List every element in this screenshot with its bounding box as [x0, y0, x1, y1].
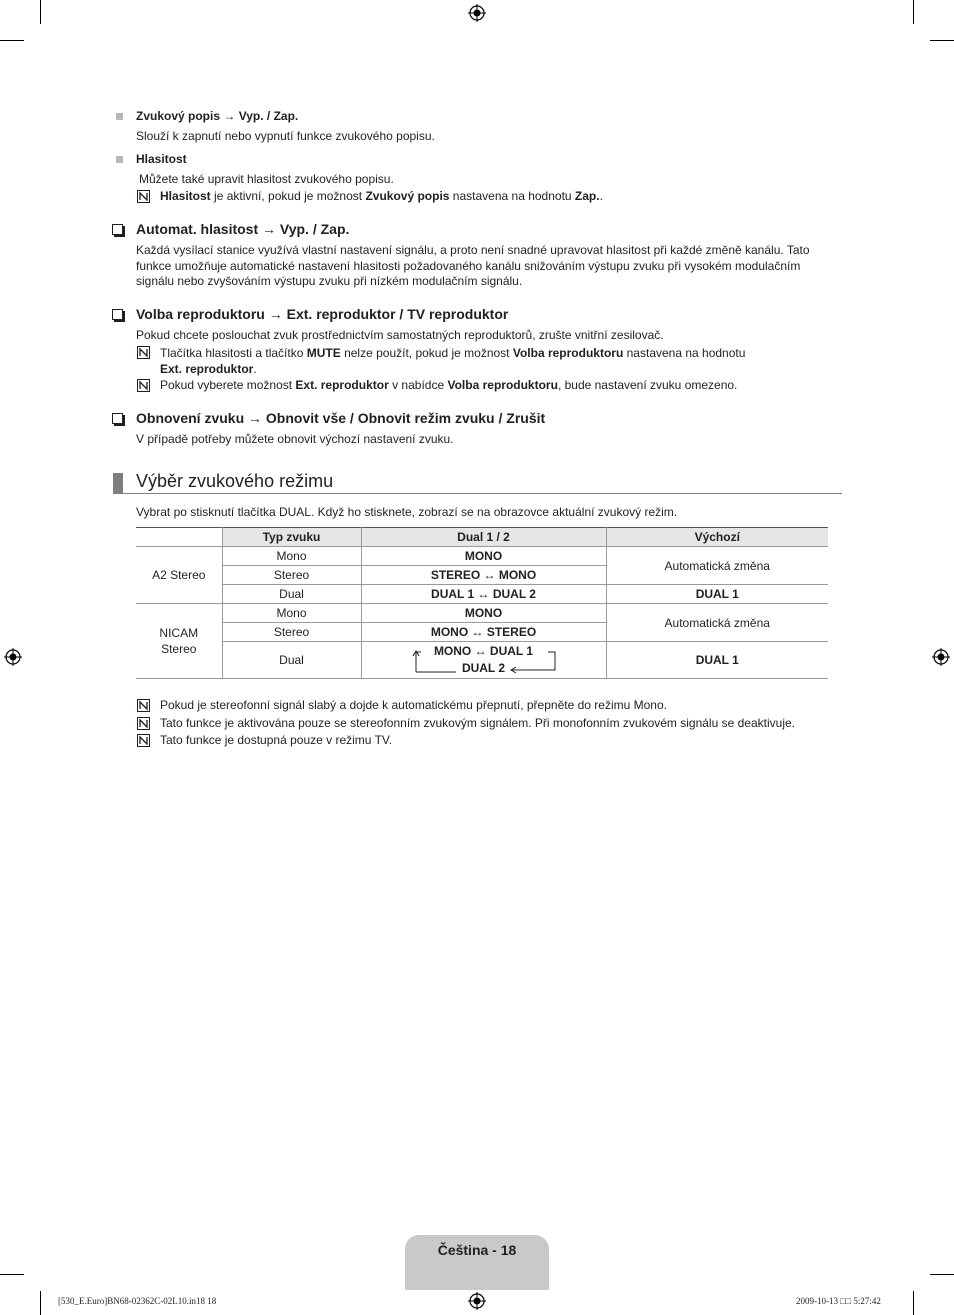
sound-mode-table [136, 527, 828, 679]
crop-mark [930, 1274, 954, 1275]
volume-note-t2: nastavena na hodnotu [449, 189, 575, 203]
table-header: Výchozí [606, 528, 828, 547]
speaker-note2-t2: v nabídce [388, 378, 448, 392]
registration-mark-icon [932, 648, 950, 666]
table-cell-nicam [136, 604, 222, 679]
volume-note-t3: . [599, 189, 603, 203]
speaker-note2-t1: Pokud vyberete možnost [160, 378, 296, 392]
checkbox-bullet-icon [112, 224, 123, 235]
auto-volume-text: Každá vysílací stanice využívá vlastní nastavení signálu, a proto není snadné upravovat hlasitost při každé změně kanálu. Tato funkce umožňuje automatické nastavení hlasitosti požadovaného kanálu snižováním výstupu zvuku při vysokém modulačním signálu nebo zvyšováním výstupu zvuku při nízkém modulačním signálu. [136, 243, 810, 288]
print-slug-left: [530_E.Euro]BN68-02362C-02L10.in18 18 [58, 1296, 217, 1306]
table-cell: STEREO ↔ MONO [361, 566, 606, 585]
desc-text: Slouží k zapnutí nebo vypnutí funkce zvukového popisu. [136, 129, 435, 143]
table-header: Typ zvuku [222, 528, 361, 547]
volume-note-b1: Hlasitost [160, 189, 211, 203]
volume-note-t1: je aktivní, pokud je možnost [210, 189, 366, 203]
table-note: Tato funkce je aktivována pouze se stereofonním zvukovým signálem. Při monofonním zvukovém signálu se deaktivuje. [160, 716, 795, 730]
table-cell-auto: Automatická změna [606, 604, 828, 642]
table-cell: DUAL 1 [606, 585, 828, 604]
page-number: Čeština - 18 [437, 1242, 517, 1258]
speaker-note1-t3: nastavena na hodnotu [623, 346, 746, 360]
speaker-note1-b1: MUTE [306, 346, 341, 360]
volume-text: Můžete také upravit hlasitost zvukového popisu. [139, 172, 394, 186]
table-corner [136, 528, 222, 547]
table-row [136, 604, 828, 623]
table-row [136, 547, 828, 566]
note-icon [137, 734, 150, 747]
note-icon [137, 699, 150, 712]
table-row [136, 642, 828, 679]
crop-mark [0, 1274, 24, 1275]
desc-title [136, 109, 298, 124]
table-cell: MONO ↔ STEREO [361, 623, 606, 642]
desc-title-b: Vyp. / Zap. [238, 109, 299, 123]
section-bar [113, 473, 123, 493]
volume-title: Hlasitost [136, 152, 187, 166]
speaker-text: Pokud chcete poslouchat zvuk prostřednictvím samostatných reproduktorů, zrušte vnitřní zesilovač. [136, 328, 664, 342]
crop-mark [913, 0, 914, 24]
square-bullet-icon [116, 113, 123, 120]
nicam-line-1: NICAM [159, 626, 199, 640]
print-slug-right: 2009-10-13 □□ 5:27:42 [796, 1296, 881, 1306]
crop-mark [40, 1291, 41, 1315]
table-note: Pokud je stereofonní signál slabý a dojde k automatickému přepnutí, přepněte do režimu Mono. [160, 698, 667, 712]
speaker-note2-b1: Ext. reproduktor [295, 378, 389, 392]
table-header-row [136, 528, 828, 547]
registration-mark-icon [4, 648, 22, 666]
desc-title-a: Zvukový popis [136, 109, 221, 123]
table-cell: Stereo [222, 623, 361, 642]
section-intro: Vybrat po stisknutí tlačítka DUAL. Když ho stisknete, zobrazí se na obrazovce aktuální zvukový režim. [136, 505, 678, 519]
speaker-note2-t3: , bude nastavení zvuku omezeno. [557, 378, 738, 392]
note-icon [137, 717, 150, 730]
speaker-note1-t2: nelze použít, pokud je možnost [340, 346, 513, 360]
speaker-title: Volba reproduktoru → Ext. reproduktor / TV reproduktor [136, 306, 509, 322]
note-icon [137, 346, 150, 359]
volume-note-b2: Zvukový popis [365, 189, 450, 203]
table-cell: Mono [222, 547, 361, 566]
table-cell: MONO [361, 547, 606, 566]
speaker-note-2 [160, 378, 737, 393]
dual-cycle-line-2: DUAL 2 [461, 661, 506, 675]
table-cell: MONO [361, 604, 606, 623]
table-cell: Dual [222, 642, 361, 679]
table-header: Dual 1 / 2 [361, 528, 606, 547]
section-title: Výběr zvukového režimu [136, 471, 334, 491]
note-icon [137, 190, 150, 203]
note-icon [137, 379, 150, 392]
table-cell: DUAL 1 [606, 642, 828, 679]
table-note: Tato funkce je dostupná pouze v režimu TV. [160, 733, 393, 747]
section-rule [113, 493, 842, 494]
registration-mark-icon [468, 4, 486, 22]
dual-cycle-line-1: MONO ↔ DUAL 1 [433, 644, 534, 658]
crop-mark [40, 0, 41, 24]
table-cell: DUAL 1 ↔ DUAL 2 [361, 585, 606, 604]
volume-note [160, 189, 603, 204]
table-row [136, 585, 828, 604]
table-cell: Mono [222, 604, 361, 623]
checkbox-bullet-icon [112, 413, 123, 424]
crop-mark [930, 40, 954, 41]
nicam-line-2: Stereo [161, 642, 197, 656]
crop-mark [913, 1291, 914, 1315]
speaker-note1-b3: Ext. reproduktor [160, 362, 254, 376]
speaker-note1-t1: Tlačítka hlasitosti a tlačítko [160, 346, 307, 360]
square-bullet-icon [116, 156, 123, 163]
table-cell: Dual [222, 585, 361, 604]
volume-note-b3: Zap. [574, 189, 600, 203]
cycle-arrow-icon [412, 646, 557, 674]
table-cell-auto: Automatická změna [606, 547, 828, 585]
table-cell-a2: A2 Stereo [136, 547, 222, 604]
speaker-note-1 [160, 345, 820, 377]
auto-volume-title: Automat. hlasitost → Vyp. / Zap. [136, 221, 350, 237]
crop-mark [0, 40, 24, 41]
speaker-note2-b2: Volba reproduktoru [447, 378, 558, 392]
speaker-note1-t4: . [253, 362, 257, 376]
reset-text: V případě potřeby můžete obnovit výchozí nastavení zvuku. [136, 432, 454, 446]
checkbox-bullet-icon [112, 309, 123, 320]
desc-title-arrow: → [220, 109, 239, 123]
table-cell-dual-cycle [361, 642, 606, 679]
registration-mark-icon [468, 1292, 486, 1310]
speaker-note1-b2: Volba reproduktoru [512, 346, 624, 360]
reset-title: Obnovení zvuku → Obnovit vše / Obnovit režim zvuku / Zrušit [136, 410, 546, 426]
table-cell: Stereo [222, 566, 361, 585]
